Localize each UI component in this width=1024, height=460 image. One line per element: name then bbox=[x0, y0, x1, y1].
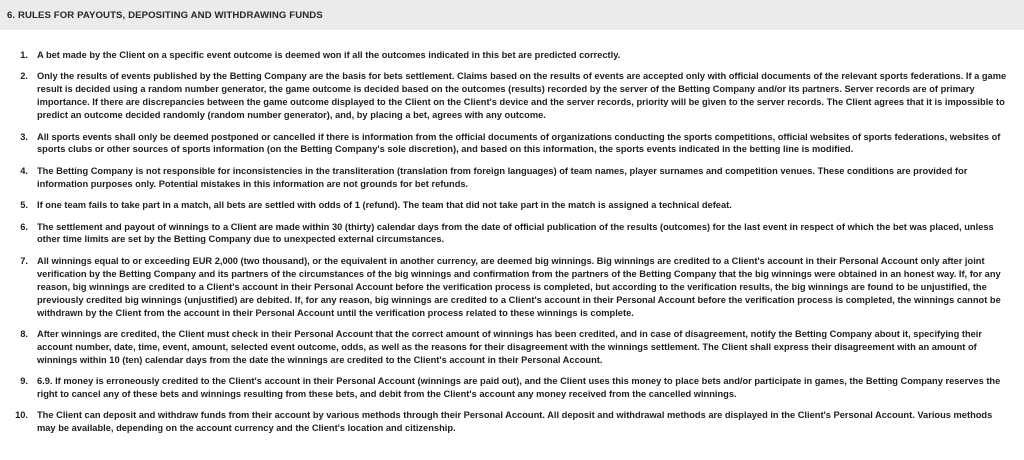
rule-number: 6. bbox=[20, 221, 28, 232]
rule-item-4 bbox=[8, 165, 1012, 191]
rule-text: The Betting Company is not responsible for inconsistencies in the transliteration (translation from foreign languages) of team names, player surnames and competition venues. These conditions are provided for information purposes only. Potential mistakes in this information are not grounds for bet refunds. bbox=[37, 165, 968, 189]
rule-number: 1. bbox=[20, 50, 28, 60]
rule-text: All winnings equal to or exceeding EUR 2,000 (two thousand), or the equivalent in another currency, are deemed big winnings. Big winnings are credited to a Client's account in their Personal Account only after joint verification by the Betting Company and its partners of the circumstances of the big winnings and confirmation from the partners of the Betting Company that the big winnings were obtained in an honest way. If, for any reason, big winnings are credited to a Client's account in their Personal Account before the verification process is completed, but according to the verification results, the big winnings are found to be unjustified, the previously credited big winnings (unjustified) are debited. If, for any reason, big winnings are credited to a Client's account in their Personal Account before the verification process is completed, the winnings cannot be withdrawn by the Client from the account in their Personal Account until the verification process related to these winnings is complete. bbox=[37, 255, 1001, 318]
rule-item-9 bbox=[8, 375, 1012, 401]
rule-number: 2. bbox=[20, 71, 28, 82]
rule-text: A bet made by the Client on a specific event outcome is deemed won if all the outcomes indicated in this bet are predicted correctly. bbox=[37, 50, 621, 60]
rule-text: After winnings are credited, the Client must check in their Personal Account that the correct amount of winnings has been credited, and in case of disagreement, notify the Betting Company about it, specifying their account number, date, time, event, amount, selected event outcome, odds, as well as the reasons for their disagreement with the winnings settlement. The Client shall express their disagreement with an amount of winnings within 10 (ten) calendar days from the date the winnings are credited to the Client's account in their Personal Account. bbox=[37, 328, 982, 365]
rule-item-7 bbox=[8, 255, 1012, 320]
rule-number: 8. bbox=[20, 328, 28, 339]
rule-number: 10. bbox=[15, 410, 28, 421]
rule-number: 7. bbox=[20, 255, 28, 266]
rule-number: 5. bbox=[20, 200, 28, 211]
section-title: 6. RULES FOR PAYOUTS, DEPOSITING AND WITHDRAWING FUNDS bbox=[7, 9, 323, 21]
rule-item-3 bbox=[8, 131, 1012, 157]
section-header bbox=[0, 0, 1024, 30]
rule-number: 3. bbox=[20, 131, 28, 142]
rules-list bbox=[0, 30, 1024, 435]
rule-text: All sports events shall only be deemed postponed or cancelled if there is information from the official documents of organizations conducting the sports competitions, official websites of sports federations, websites of sports clubs or other sources of sports information (on the Betting Company's sole discretion), and based on this information, the sports events indicated in the betting line is modified. bbox=[37, 131, 1001, 155]
rule-text: If one team fails to take part in a match, all bets are settled with odds of 1 (refund). The team that did not take part in the match is assigned a technical defeat. bbox=[37, 200, 732, 211]
rule-text: 6.9. If money is erroneously credited to the Client's account in their Personal Account (winnings are paid out), and the Client uses this money to place bets and/or participate in games, the Betting Company reserves the right to cancel any of these bets and winnings resulting from these bets, and debit from the Client's account any money received from the cancelled winnings. bbox=[37, 376, 1001, 400]
rule-number: 4. bbox=[20, 165, 28, 176]
rule-text: The settlement and payout of winnings to a Client are made within 30 (thirty) calendar days from the date of official publication of the results (outcomes) for the last event in respect of which the bet was placed, unless other time limits are set by the Betting Company due to unexpected external circumstances. bbox=[37, 221, 994, 245]
rule-item-5 bbox=[8, 199, 1012, 212]
rule-item-2 bbox=[8, 70, 1012, 122]
rule-text: The Client can deposit and withdraw funds from their account by various methods through their Personal Account. All deposit and withdrawal methods are displayed in the Client's Personal Account. Various methods may be available, depending on the account currency and the Client's location and citizenship. bbox=[37, 410, 993, 434]
rule-item-10 bbox=[8, 409, 1012, 435]
rule-item-1 bbox=[8, 49, 1012, 62]
rule-number: 9. bbox=[20, 376, 28, 387]
rule-item-6 bbox=[8, 221, 1012, 247]
rule-item-8 bbox=[8, 328, 1012, 367]
rule-text: Only the results of events published by the Betting Company are the basis for bets settlement. Claims based on the results of events are accepted only with official documents of the relevant sports federations. If a game result is decided using a random number generator, the game outcome is decided based on the outcomes (results) recorded by the server of the Betting Company and/or its partners. Server records are of primary importance. If there are discrepancies between the game outcome displayed to the Client on the Client's device and the server records, priority will be given to the server records. The Client agrees that it is impossible to predict an outcome decided randomly (random number generator), and, by placing a bet, agrees with any outcome. bbox=[37, 71, 1007, 121]
